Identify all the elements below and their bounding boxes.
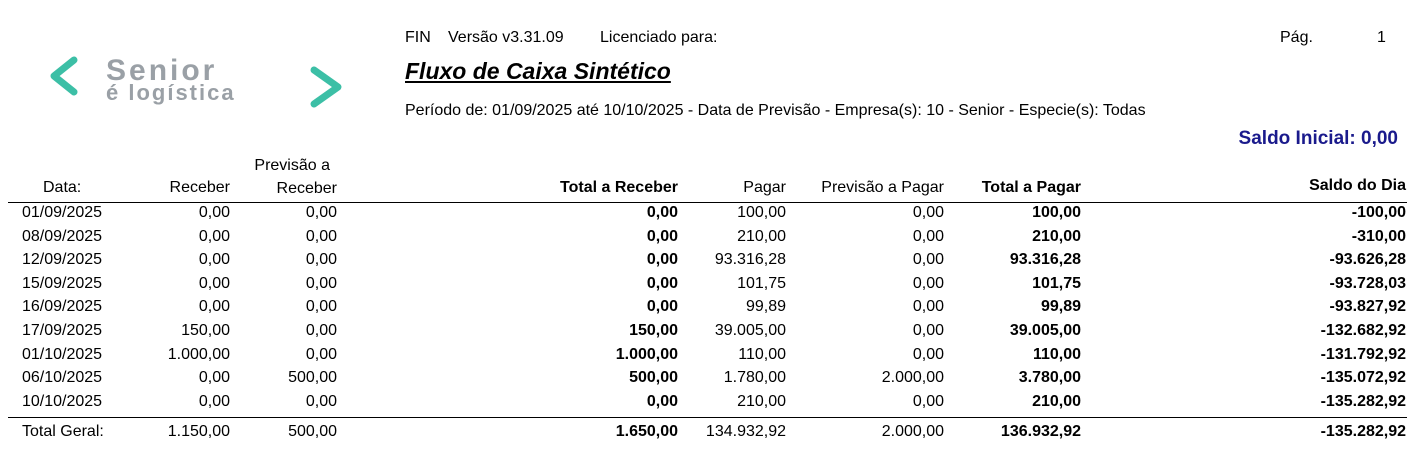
cell-pagar: 110,00 [738,345,786,363]
cell-pagar: 1.780,00 [723,369,786,387]
logo-tagline: é logística [106,80,236,105]
cell-data: 06/10/2025 [22,369,103,387]
totals-pagar: 134.932,92 [705,423,786,440]
cell-data: 08/09/2025 [22,227,103,245]
table-row [0,319,1427,343]
cell-previsao-pagar: 0,00 [912,392,944,410]
cell-total-receber: 500,00 [629,369,678,387]
cell-receber: 0,00 [198,392,230,410]
cell-data: 01/09/2025 [22,204,103,221]
cell-pagar: 100,00 [737,204,786,221]
cell-receber: 0,00 [198,274,230,292]
cell-total-pagar: 39.005,00 [1009,322,1081,339]
totals-receber: 1.150,00 [167,423,230,440]
cell-previsao-receber: 0,00 [305,227,337,245]
cell-receber: 0,00 [198,298,230,316]
logo-word: Senior [106,54,218,87]
col-saldo-dia: Saldo do Dia [1309,177,1406,194]
totals-row [0,420,1427,444]
cell-total-pagar: 110,00 [1032,345,1081,363]
cell-data: 12/09/2025 [22,251,103,269]
cell-saldo-dia: -131.792,92 [1320,345,1406,363]
cell-previsao-receber: 0,00 [305,345,337,363]
cell-previsao-receber: 0,00 [305,298,337,316]
version-label: Versão v3.31.09 [448,29,564,46]
cell-total-receber: 0,00 [646,227,678,245]
cell-receber: 0,00 [198,369,230,387]
col-previsao-receber-line2: Receber [276,180,337,197]
table-row [0,225,1427,249]
cell-previsao-pagar: 2.000,00 [881,369,944,387]
saldo-inicial: Saldo Inicial: 0,00 [1238,128,1398,149]
cell-data: 17/09/2025 [22,322,103,339]
cell-total-pagar: 210,00 [1032,392,1081,410]
table-row [0,343,1427,367]
table-row [0,295,1427,319]
cell-previsao-receber: 0,00 [305,392,337,410]
cell-previsao-receber: 0,00 [305,274,337,292]
col-total-pagar: Total a Pagar [981,179,1081,196]
cell-total-pagar: 99,89 [1040,298,1081,316]
table-row [0,390,1427,414]
cell-previsao-pagar: 0,00 [912,345,944,363]
cell-total-receber: 150,00 [629,322,678,339]
col-total-receber: Total a Receber [560,179,678,196]
cell-pagar: 39.005,00 [714,322,786,339]
cell-pagar: 99,89 [745,298,786,316]
col-previsao-receber-line1: Previsão a [254,157,330,174]
cell-data: 15/09/2025 [22,274,103,292]
cell-total-receber: 1.000,00 [615,345,678,363]
table-row [0,272,1427,296]
col-data: Data: [43,179,82,196]
system-code: FIN [405,29,431,46]
cell-total-receber: 0,00 [646,274,678,292]
cell-receber: 0,00 [198,204,230,221]
totals-label: Total Geral: [22,423,104,440]
cell-previsao-receber: 0,00 [305,322,337,339]
cell-total-receber: 0,00 [646,298,678,316]
cell-total-receber: 0,00 [646,204,678,221]
cell-total-receber: 0,00 [646,251,678,269]
cell-saldo-dia: -93.626,28 [1329,251,1406,269]
cell-receber: 0,00 [198,251,230,269]
cell-previsao-receber: 0,00 [305,251,337,269]
table-row [0,201,1427,225]
cell-saldo-dia: -135.072,92 [1320,369,1406,387]
totals-total-receber: 1.650,00 [615,423,678,440]
cell-total-receber: 0,00 [646,392,678,410]
cell-saldo-dia: -93.827,92 [1329,298,1406,316]
cell-previsao-receber: 500,00 [288,369,337,387]
cell-total-pagar: 101,75 [1032,274,1081,292]
cell-total-pagar: 93.316,28 [1009,251,1081,269]
cell-saldo-dia: -132.682,92 [1320,322,1406,339]
cell-saldo-dia: -310,00 [1351,227,1406,245]
col-receber: Receber [169,179,230,196]
cell-receber: 150,00 [181,322,230,339]
page-number: 1 [1377,29,1386,46]
col-previsao-pagar: Previsão a Pagar [821,179,944,196]
cell-previsao-receber: 0,00 [305,204,337,221]
cell-data: 01/10/2025 [22,345,103,363]
cell-previsao-pagar: 0,00 [912,204,944,221]
page-label: Pág. [1280,29,1313,46]
cell-previsao-pagar: 0,00 [912,227,944,245]
totals-previsao-pagar: 2.000,00 [881,423,944,440]
cell-previsao-pagar: 0,00 [912,251,944,269]
cell-receber: 0,00 [198,227,230,245]
senior-logo [48,52,348,112]
table-row [0,248,1427,272]
totals-total-pagar: 136.932,92 [1000,423,1081,440]
report-period: Período de: 01/09/2025 até 10/10/2025 - Data de Previsão - Empresa(s): 10 - Senior - Especie(s): Todas [405,102,1146,119]
cell-pagar: 93.316,28 [714,251,786,269]
cell-saldo-dia: -100,00 [1351,204,1406,221]
cell-previsao-pagar: 0,00 [912,274,944,292]
cell-total-pagar: 210,00 [1032,227,1081,245]
col-pagar: Pagar [743,179,786,196]
cell-pagar: 210,00 [737,392,786,410]
report-title: Fluxo de Caixa Sintético [405,58,671,84]
totals-previsao-receber: 500,00 [288,423,337,440]
cell-data: 16/09/2025 [22,298,103,316]
cell-previsao-pagar: 0,00 [912,298,944,316]
cell-saldo-dia: -93.728,03 [1329,274,1406,292]
cell-pagar: 101,75 [737,274,786,292]
cell-saldo-dia: -135.282,92 [1320,392,1406,410]
cell-data: 10/10/2025 [22,392,103,410]
table-row [0,366,1427,390]
totals-saldo-dia: -135.282,92 [1320,423,1406,440]
cell-total-pagar: 100,00 [1032,204,1081,221]
cell-previsao-pagar: 0,00 [912,322,944,339]
cell-receber: 1.000,00 [167,345,230,363]
totals-rule [8,417,1407,418]
licensed-label: Licenciado para: [600,29,718,46]
cell-pagar: 210,00 [737,227,786,245]
cell-total-pagar: 3.780,00 [1018,369,1081,387]
